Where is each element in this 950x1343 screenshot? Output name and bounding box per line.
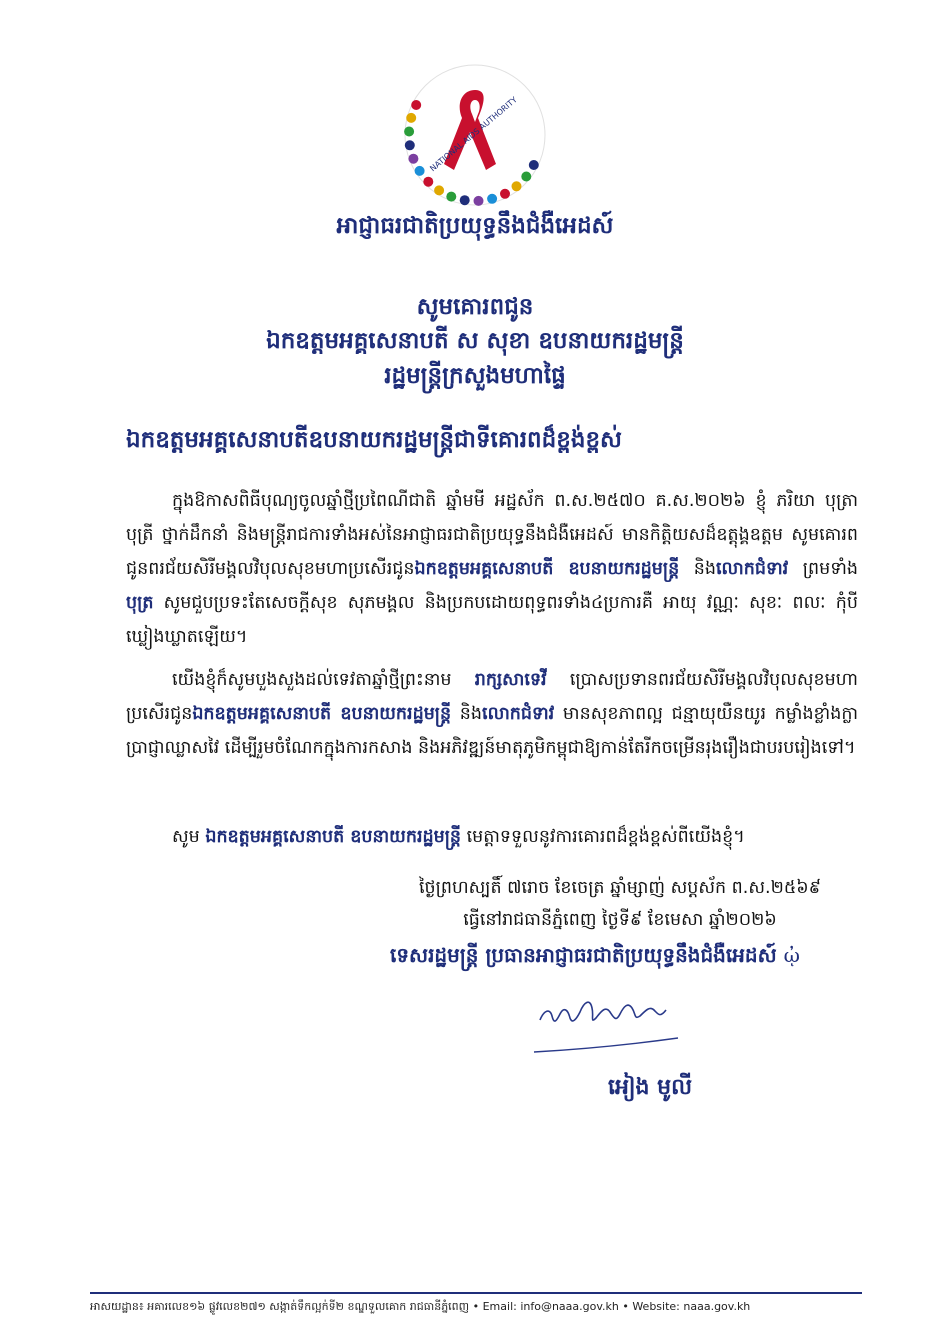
footer-address: អាសយដ្ឋាន៖ អគារលេខ១៦ ផ្លូវលេខ២៧១ សង្កាត់ទឹកល្អក់ទី២ ខណ្ឌទួលគោក រាជធានីភ្នំពេញ • Email: info@naaa.gov.kh • Website: naaa.gov.kh xyxy=(90,1300,751,1313)
initial-mark: ᾠ xyxy=(783,943,800,967)
paragraph-1 xyxy=(126,484,858,654)
logo-figure xyxy=(500,189,510,199)
paragraph-2-text: យើងខ្ញុំក៏សូមបួងសួងដល់ទេវតាឆ្នាំថ្មីព្រះនាម xyxy=(172,670,475,690)
logo-figure xyxy=(512,181,522,191)
paragraph-1-bold-3: បុត្រ xyxy=(126,593,154,613)
logo-figure xyxy=(487,194,497,204)
signer-title xyxy=(390,942,860,972)
footer-divider xyxy=(90,1292,862,1294)
logo-figure xyxy=(434,185,444,195)
paragraph-2-text-2: ប្រោសប្រទានពរជ័យសិរីមង្គលវិបុលសុខមហាប្រសើរជូន xyxy=(126,670,858,724)
paragraph-1-bold-1: ឯកឧត្តមអគ្គសេនាបតី ឧបនាយករដ្ឋមន្ត្រី xyxy=(414,559,680,579)
logo-figure xyxy=(411,100,421,110)
signer-title-text: ទេសរដ្ឋមន្ត្រី ប្រធានអាជ្ញាធរជាតិប្រយុទ្ធនឹងជំងឺអេដស៍ xyxy=(390,943,777,967)
paragraph-1-text: ក្នុងឱកាសពិធីបុណ្យចូលឆ្នាំថ្មីប្រពៃណីជាតិ ឆ្នាំមមី អដ្ឋស័ក ព.ស.២៥៧០ គ.ស.២០២៦ ខ្ញុំ ភរិយា បុត្រា បុត្រី ថ្នាក់ដឹកនាំ និងមន្ត្រីរាជការទាំងអស់នៃអាជ្ញាធរជាតិប្រយុទ្ធនឹងជំងឺអេដស៍ មានកិត្តិយសដ៏ឧត្តុង្គឧត្តម សូមគោរពជូនពរជ័យសិរីមង្គលវិបុលសុខមហាប្រសើរជូន xyxy=(126,491,858,579)
logo-figure xyxy=(408,154,418,164)
paragraph-3-text-2: មេត្តាទទួលនូវការគោរពដ៏ខ្ពង់ខ្ពស់ពីយើងខ្ញុំ។ xyxy=(461,827,745,847)
logo-figure xyxy=(404,127,414,137)
paragraph-1-text-4: សូមជួបប្រទះតែសេចក្តីសុខ សុភមង្គល និងប្រកបដោយពុទ្ធពរទាំង៤ប្រការគឺ អាយុ វណ្ណៈ សុខៈ ពលៈ កុំបីឃ្លៀងឃ្លាតឡើយ។ xyxy=(126,593,858,647)
paragraph-2 xyxy=(126,663,858,765)
greeting-line-2: ឯកឧត្តមអគ្គសេនាបតី ស សុខា ឧបនាយករដ្ឋមន្ត្រី xyxy=(266,328,684,354)
date-solar: ធ្វើនៅរាជធានីភ្នំពេញ ថ្ងៃទី៩ ខែមេសា ឆ្នាំ២០២៦ xyxy=(463,910,777,930)
paragraph-1-bold-2: លោកជំទាវ xyxy=(716,559,789,579)
paragraph-2-text-4: មានសុខភាពល្អ ជន្មាយុយឺនយូរ កម្លាំងខ្លាំងក្លា ប្រាជ្ញាឈ្លាសវៃ ដើម្បីរួមចំណែកក្នុងការកសាង និងអភិវឌ្ឍន៍មាតុភូមិកម្ពុជាឱ្យកាន់តែរីកចម្រើនរុងរឿងជាបរបរៀងទៅ។ xyxy=(126,704,858,758)
paragraph-2-bold-2: ឯកឧត្តមអគ្គសេនាបតី ឧបនាយករដ្ឋមន្ត្រី xyxy=(192,704,452,724)
agency-name: អាជ្ញាធរជាតិប្រយុទ្ធនឹងជំងឺអេដស៍ xyxy=(336,213,614,239)
greeting-line-1: សូមគោរពជូន xyxy=(416,294,534,320)
logo-figure xyxy=(529,160,539,170)
logo-figure xyxy=(415,166,425,176)
logo-english-text: NATIONAL AIDS AUTHORITY xyxy=(428,95,519,174)
logo-figure xyxy=(406,113,416,123)
paragraph-2-text-3: និង xyxy=(451,704,483,724)
logo-figure xyxy=(521,172,531,182)
logo-figure xyxy=(405,140,415,150)
handwritten-signature xyxy=(520,980,690,1060)
paragraph-3-text: សូម xyxy=(172,827,206,847)
paragraph-3 xyxy=(126,820,858,854)
salutation: ឯកឧត្តមអគ្គសេនាបតីឧបនាយករដ្ឋមន្ត្រីជាទីគោរពដ៏ខ្ពង់ខ្ពស់ xyxy=(126,427,622,453)
paragraph-1-text-3: ព្រមទាំង xyxy=(788,559,858,579)
logo-figure xyxy=(460,195,470,205)
logo-figure xyxy=(423,177,433,187)
greeting-line-3: រដ្ឋមន្ត្រីក្រសួងមហាផ្ទៃ xyxy=(384,363,566,389)
logo-figure xyxy=(446,192,456,202)
paragraph-2-bold-1: រាក្សសាទេវី xyxy=(474,670,547,690)
paragraph-3-bold-1: ឯកឧត្តមអគ្គសេនាបតី ឧបនាយករដ្ឋមន្ត្រី xyxy=(205,827,462,847)
paragraph-2-bold-3: លោកជំទាវ xyxy=(482,704,555,724)
date-lunar: ថ្ងៃព្រហស្បតិ៍ ៧រោច ខែចេត្រ ឆ្នាំម្សាញ់ សប្តស័ក ព.ស.២៥៦៩ xyxy=(418,878,821,898)
signer-name: អៀង មូលី xyxy=(608,1075,693,1100)
logo-figure xyxy=(474,196,484,206)
national-aids-authority-logo xyxy=(392,52,558,218)
paragraph-1-text-2: និង xyxy=(679,559,716,579)
